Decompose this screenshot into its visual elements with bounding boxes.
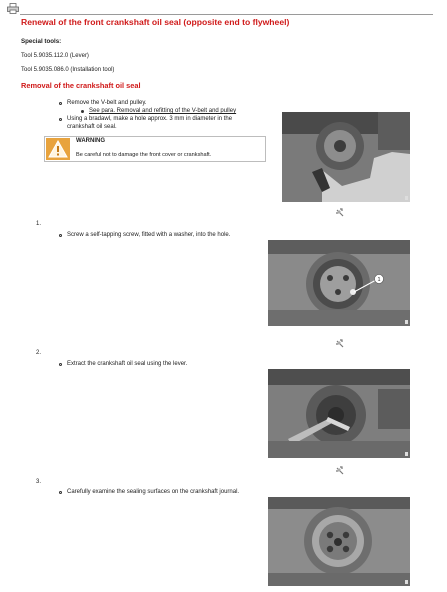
step-number: 1. <box>36 221 42 227</box>
top-divider <box>20 14 433 15</box>
callout-number: 1 <box>377 277 381 283</box>
wrench-icon[interactable] <box>335 208 345 218</box>
list-item: Extract the crankshaft oil seal using the lever. <box>67 361 187 367</box>
warning-box <box>44 136 266 162</box>
page-title: Renewal of the front crankshaft oil seal (opposite end to flywheel) <box>21 17 290 27</box>
bullet-marker <box>59 118 62 121</box>
wrench-icon[interactable] <box>335 466 345 476</box>
wrench-icon[interactable] <box>335 339 345 349</box>
section-title: Removal of the crankshaft oil seal <box>21 81 141 90</box>
bullet-marker <box>81 110 84 113</box>
printer-icon[interactable] <box>7 3 19 14</box>
photo-reference-code <box>405 452 408 456</box>
step-number: 2. <box>36 350 42 356</box>
warning-triangle-icon <box>46 138 70 160</box>
photo-crankshaft-journal <box>268 497 410 586</box>
list-item: Remove the V-belt and pulley. <box>67 100 147 106</box>
photo-seal-with-screw <box>268 240 410 326</box>
list-item: Using a bradawl, make a hole approx. 3 mm in diameter in the <box>67 116 232 122</box>
photo-lever-extracting-seal <box>268 369 410 458</box>
bullet-marker <box>59 491 62 494</box>
photo-reference-code <box>405 196 408 200</box>
photo-engine-front-cover <box>282 112 410 202</box>
tool-item: Tool 5.9035.086.0 (Installation tool) <box>21 67 115 73</box>
photo-reference-code <box>405 580 408 584</box>
tool-item: Tool 5.9035.112.0 (Lever) <box>21 53 89 59</box>
special-tools-label: Special tools: <box>21 38 62 45</box>
list-item: Screw a self-tapping screw, fitted with a washer, into the hole. <box>67 232 230 238</box>
list-item: Carefully examine the sealing surfaces on the crankshaft journal. <box>67 489 239 495</box>
bullet-marker <box>59 102 62 105</box>
warning-text: Be careful not to damage the front cover or crankshaft. <box>76 152 212 158</box>
bullet-marker <box>59 234 62 237</box>
bullet-marker <box>59 363 62 366</box>
warning-title: WARNING <box>76 138 105 144</box>
list-item[interactable] <box>89 108 236 114</box>
step-number: 3. <box>36 479 42 485</box>
photo-reference-code <box>405 320 408 324</box>
list-item-continuation: crankshaft oil seal. <box>67 124 117 130</box>
procedure-link[interactable]: See para. Removal and refitting of the V-belt and pulley <box>89 108 237 114</box>
